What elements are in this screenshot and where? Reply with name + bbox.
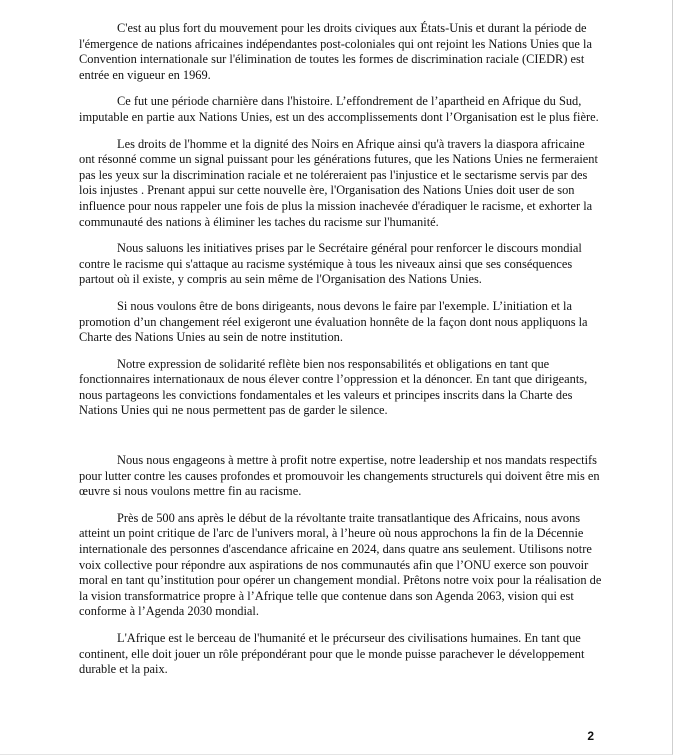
paragraph-line: entrée en vigueur en 1969. <box>79 67 211 82</box>
paragraph-line: C'est au plus fort du mouvement pour les droits civiques aux États-Unis et durant la période de <box>117 21 587 35</box>
paragraph-line: promotion d’un changement réel exigeront une évaluation honnête de la façon dont nous appliquons la <box>79 314 588 329</box>
paragraph-3 <box>79 137 609 231</box>
paragraph-2 <box>79 94 609 125</box>
paragraph-line: Ce fut une période charnière dans l'histoire. L’effondrement de l’apartheid en Afrique du Sud, <box>117 94 582 109</box>
paragraph-line: Nous nous engageons à mettre à profit notre expertise, notre leadership et nos mandats respectifs <box>117 453 597 468</box>
paragraph-9 <box>79 631 609 678</box>
paragraph-line: imputable en partie aux Nations Unies, est un des accomplissements dont l’Organisation est le plus fière. <box>79 109 599 124</box>
paragraph-line: la vision transformatrice propre à l’Afrique telle que contenue dans son Agenda 2063, vision qui est <box>79 588 574 603</box>
paragraph-6 <box>79 357 609 419</box>
paragraph-8 <box>79 511 609 620</box>
paragraph-line: Nous saluons les initiatives prises par le Secrétaire général pour renforcer le discours mondial <box>117 241 582 256</box>
paragraph-line: pour lutter contre les causes profondes et promouvoir les changements structurels qui doivent être mis en <box>79 468 600 483</box>
paragraph-line: nous partageons les convictions fondamentales et les valeurs et principes inscrits dans la Charte des <box>79 387 573 402</box>
paragraph-line: Si nous voulons être de bons dirigeants, nous devons le faire par l'exemple. L’initiation et la <box>117 298 572 313</box>
paragraph-line: lois injustes . Prenant appui sur cette nouvelle ère, l'Organisation des Nations Unies doit user de son <box>79 183 575 198</box>
paragraph-line: œuvre si nous voulons mettre fin au racisme. <box>79 484 302 499</box>
paragraph-line: influence pour nous rappeler une fois de plus la mission inachevée d'éradiquer le racisme, et exhorter la <box>79 198 593 213</box>
paragraph-line: conforme à l’Agenda 2030 mondial. <box>79 604 259 619</box>
paragraph-4 <box>79 241 609 288</box>
paragraph-line: contre le racisme qui s'attaque au racisme systémique à tous les niveaux ainsi que ses conséquences <box>79 256 573 271</box>
paragraph-line: partout où il existe, y compris au sein même de l'Organisation des Nations Unies. <box>79 272 482 287</box>
paragraph-line: internationale des personnes d'ascendance africaine en 2024, dans quatre ans seulement. Utilisons notre <box>79 542 592 557</box>
paragraph-line: moral en tant qu’institution pour opérer un changement mondial. Prêtons notre voix pour la réalisation de <box>79 573 602 588</box>
paragraph-line: durable et la paix. <box>79 662 168 677</box>
paragraph-line: pas les yeux sur la discrimination raciale et ne toléreraient pas l'injustice et le sectarisme servis par des <box>79 167 588 182</box>
document-body <box>79 21 609 689</box>
paragraph-line: atteint un point critique de l'arc de l'univers moral, à l’heure où nous approchons la fin de la Décennie <box>79 526 584 541</box>
paragraph-5 <box>79 299 609 346</box>
paragraph-line: continent, elle doit jouer un rôle prépondérant pour que le monde puisse parachever le développement <box>79 646 585 661</box>
paragraph-line: fonctionnaires internationaux de nous élever contre l’oppression et la dénoncer. En tant que dirigeants, <box>79 372 588 387</box>
paragraph-line: communauté des nations à éliminer les taches du racisme sur l'humanité. <box>79 214 439 229</box>
paragraph-1 <box>79 21 609 83</box>
paragraph-line: Les droits de l'homme et la dignité des Noirs en Afrique ainsi qu'à travers la diaspora africaine <box>117 136 585 151</box>
paragraph-line: L'Afrique est le berceau de l'humanité et le précurseur des civilisations humaines. En tant que <box>117 631 581 645</box>
paragraph-line: Près de 500 ans après le début de la révoltante traite transatlantique des Africains, nous avons <box>117 510 581 525</box>
paragraph-line: Charte des Nations Unies au sein de notre institution. <box>79 330 343 345</box>
page-number: 2 <box>587 729 594 743</box>
paragraph-line: Convention internationale sur l'élimination de toutes les formes de discrimination raciale (CIEDR) est <box>79 52 585 67</box>
paragraph-line: voix collective pour répondre aux aspirations de nos communautés afin que l’ONU exerce son pouvoir <box>79 557 589 572</box>
paragraph-line: Nations Unies qui ne nous permettent pas de garder le silence. <box>79 403 388 418</box>
paragraph-7 <box>79 453 609 500</box>
paragraph-line: ont résonné comme un signal puissant pour les générations futures, que les Nations Unies ne fermeraient <box>79 152 598 167</box>
paragraph-line: l'émergence de nations africaines indépendantes post-coloniales qui ont rejoint les Nations Unies que la <box>79 36 592 51</box>
paragraph-line: Notre expression de solidarité reflète bien nos responsabilités et obligations en tant que <box>117 356 550 371</box>
